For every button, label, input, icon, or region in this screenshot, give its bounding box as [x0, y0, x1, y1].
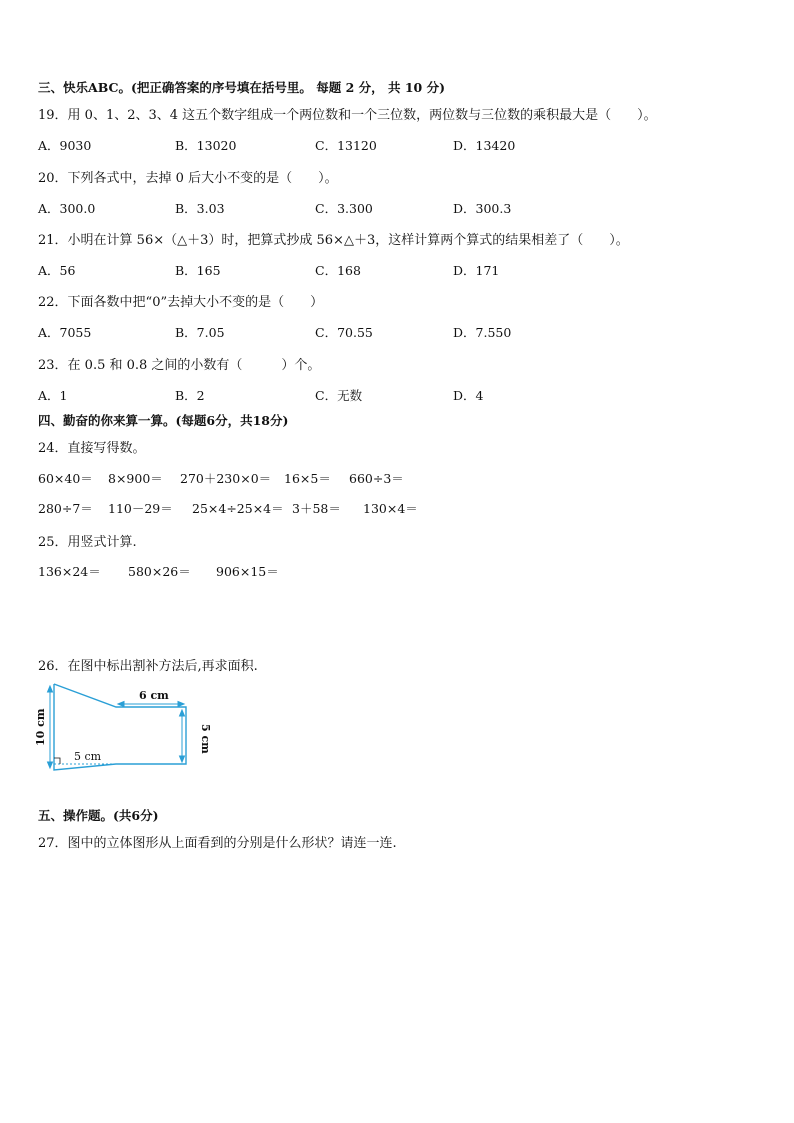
- question-21: 21．小明在计算 56×（△＋3）时，把算式抄成 56×△＋3，这样计算两个算式的结果相差了（ ）。: [38, 233, 629, 248]
- q19-option-b: B．13020: [175, 138, 237, 153]
- arrow-head: [118, 702, 124, 707]
- question-24: 24．直接写得数。: [38, 441, 146, 456]
- calc-item: 8×900＝: [108, 471, 163, 486]
- q20-option-a: A．300.0: [38, 201, 96, 216]
- calc-item: 3＋58＝: [292, 501, 341, 516]
- arrow-head: [180, 710, 185, 716]
- q20-option-b: B．3.03: [175, 201, 225, 216]
- arrow-head: [48, 762, 53, 768]
- arrow-head: [178, 702, 184, 707]
- q21-option-c: C．168: [315, 263, 361, 278]
- calc-item: 130×4＝: [363, 501, 418, 516]
- q20-option-d: D．300.3: [453, 201, 512, 216]
- question-22: 22．下面各数中把“0”去掉大小不变的是（ ）: [38, 295, 324, 310]
- calc-item: 136×24＝: [38, 564, 101, 579]
- question-27: 27．图中的立体图形从上面看到的分别是什么形状？请连一连.: [38, 836, 397, 851]
- calc-item: 110－29＝: [108, 501, 173, 516]
- arrow-head: [48, 686, 53, 692]
- question-23: 23．在 0.5 和 0.8 之间的小数有（ ）个。: [38, 358, 321, 373]
- calc-item: 580×26＝: [128, 564, 191, 579]
- question-26: 26．在图中标出割补方法后,再求面积.: [38, 659, 258, 674]
- calc-item: 60×40＝: [38, 471, 93, 486]
- section-5-title: 五、操作题。(共6分): [38, 808, 159, 823]
- q23-option-c: C．无数: [315, 388, 363, 403]
- q19-option-c: C．13120: [315, 138, 377, 153]
- label-bottom: 5 cm: [74, 750, 102, 763]
- calc-item: 270＋230×0＝: [180, 471, 272, 486]
- q23-option-d: D．4: [453, 388, 484, 403]
- calc-item: 25×4÷25×4＝: [192, 501, 284, 516]
- q20-option-c: C．3.300: [315, 201, 373, 216]
- q23-option-b: B．2: [175, 388, 205, 403]
- label-left: 10 cm: [34, 708, 47, 746]
- q22-option-b: B．7.05: [175, 325, 225, 340]
- calc-item: 16×5＝: [284, 471, 331, 486]
- section-3-title: 三、快乐ABC。(把正确答案的序号填在括号里。 每题 2 分， 共 10 分): [38, 80, 445, 95]
- right-angle-mark: [54, 758, 60, 764]
- question-19: 19．用 0、1、2、3、4 这五个数字组成一个两位数和一个三位数，两位数与三位数的乘积最大是（ ）。: [38, 108, 657, 123]
- q21-option-d: D．171: [453, 263, 500, 278]
- calc-item: 660÷3＝: [349, 471, 404, 486]
- q22-option-d: D．7.550: [453, 325, 512, 340]
- q23-option-a: A．1: [38, 388, 68, 403]
- q19-option-a: A．9030: [38, 138, 92, 153]
- question-20: 20．下列各式中，去掉 0 后大小不变的是（ ）。: [38, 171, 338, 186]
- arrow-head: [180, 756, 185, 762]
- composite-shape-figure: [36, 680, 216, 780]
- calc-item: 280÷7＝: [38, 501, 93, 516]
- label-right: 5 cm: [199, 724, 212, 754]
- calc-item: 906×15＝: [216, 564, 279, 579]
- section-4-title: 四、勤奋的你来算一算。(每题6分，共18分): [38, 413, 289, 428]
- question-25: 25．用竖式计算.: [38, 535, 137, 550]
- label-top: 6 cm: [139, 689, 169, 702]
- q21-option-b: B．165: [175, 263, 221, 278]
- q22-option-c: C．70.55: [315, 325, 373, 340]
- q21-option-a: A．56: [38, 263, 76, 278]
- q19-option-d: D．13420: [453, 138, 516, 153]
- q22-option-a: A．7055: [38, 325, 92, 340]
